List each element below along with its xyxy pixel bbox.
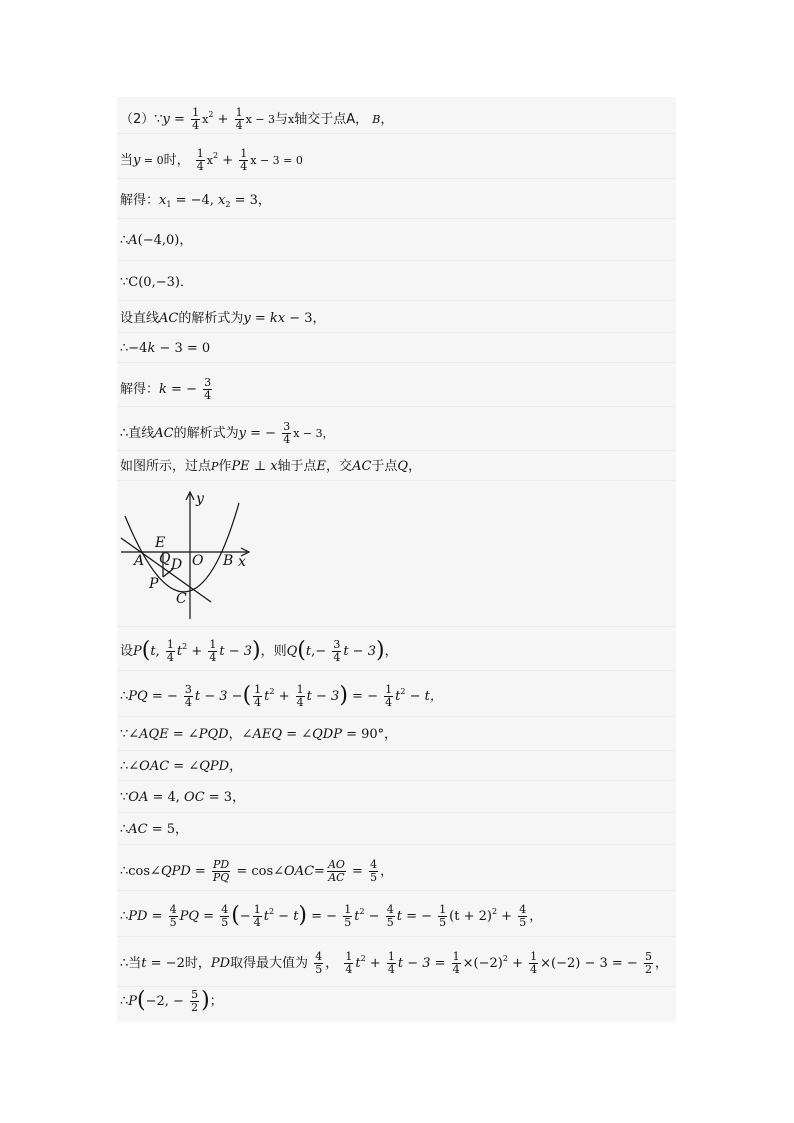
label-x: x (238, 554, 246, 570)
fraction: $\frac{3}{4}$ (283, 420, 291, 446)
solution-line-15: ∵OA = 4, OC = 3， (117, 781, 676, 813)
fraction: $\frac{3}{4}$ (184, 683, 192, 709)
fraction: $\frac{1}{4}$ (196, 147, 204, 173)
solution-line-10: 如图所示，过点P作PE ⊥ x轴于点E，交AC于点Q， (117, 451, 676, 481)
fraction: $\frac{1}{4}$ (209, 638, 217, 664)
line-ac (121, 538, 211, 602)
solution-line-6: 设直线AC的解析式为y = kx − 3， (117, 301, 676, 333)
fraction: $\frac{5}{2}$ (191, 988, 199, 1014)
solution-line-4: ∴A(−4,0)， (117, 219, 676, 261)
label-b: B (223, 553, 234, 569)
solution-line-1: （2）∵y = $\frac{1}{4}$ $x^2$ + $\frac{1}{4}$ x − 3与x轴交于点A， B， (117, 97, 676, 134)
solution-line-9: ∴直线AC的解析式为y = − $\frac{3}{4}$ x − 3， (117, 407, 676, 451)
fraction: $\frac{5}{2}$ (644, 950, 652, 976)
label-y: y (196, 491, 204, 507)
solution-line-14: ∴∠OAC = ∠QPD， (117, 751, 676, 781)
solution-line-8: 解得：k = − $\frac{3}{4}$ (117, 363, 676, 407)
parabola-figure (119, 489, 269, 624)
solution-line-12: ∴PQ = − $\frac{3}{4}$ t − 3 −( $\frac{1}{4}$ $t^2$ + $\frac{1}{4}$ t − 3) = − $\frac{1}{4}$ $t^2 - t$， (117, 671, 676, 717)
solution-line-5: ∵C(0,−3)． (117, 261, 676, 301)
fraction: $\frac{4}{5}$ (221, 903, 229, 929)
label-a: A (134, 553, 145, 569)
fraction: $\frac{3}{4}$ (333, 638, 341, 664)
label-p: P (149, 576, 159, 592)
label-q: Q (159, 551, 171, 567)
solution-line-2: 当y = 0时， $\frac{1}{4}$ $x^2$ + $\frac{1}{4}$ x − 3 = 0 (117, 134, 676, 179)
fraction: $\frac{3}{4}$ (204, 376, 212, 402)
fraction: $\frac{1}{5}$ (439, 903, 447, 929)
fraction: $\frac{AO}{AC}$ (327, 858, 345, 884)
label-d: D (171, 557, 183, 573)
solution-line-16: ∴AC = 5， (117, 813, 676, 845)
parabola-curve (125, 503, 239, 592)
fraction: $\frac{1}{4}$ (254, 683, 262, 709)
fraction: $\frac{PD}{PQ}$ (212, 858, 230, 884)
fraction: $\frac{1}{4}$ (253, 903, 261, 929)
fraction: $\frac{1}{4}$ (387, 950, 395, 976)
fraction: $\frac{4}{5}$ (519, 903, 527, 929)
fraction: $\frac{1}{4}$ (296, 683, 304, 709)
fraction: $\frac{1}{4}$ (452, 950, 460, 976)
fraction: $\frac{4}{5}$ (386, 903, 394, 929)
fraction: $\frac{1}{4}$ (385, 683, 393, 709)
solution-line-7: ∴−4k − 3 = 0 (117, 333, 676, 363)
fraction: $\frac{4}{5}$ (370, 858, 378, 884)
fraction: $\frac{1}{4}$ (345, 950, 353, 976)
label-c: C (176, 591, 187, 607)
fraction: $\frac{4}{5}$ (169, 903, 177, 929)
solution-line-11: 设P(t, $\frac{1}{4}$ $t^2$ + $\frac{1}{4}$ t − 3)，则Q(t,− $\frac{3}{4}$ t − 3)， (117, 627, 676, 671)
fraction: $\frac{4}{5}$ (315, 950, 323, 976)
fraction: $\frac{1}{4}$ (240, 147, 248, 173)
solution-line-20: ∴P(−2, − $\frac{5}{2}$ )； (120, 987, 223, 1014)
solution-line-17: ∴cos∠QPD = $\frac{PD}{PQ}$ = cos∠OAC= $\frac{AO}{AC}$ = $\frac{4}{5}$ ， (117, 845, 676, 891)
fraction: $\frac{1}{4}$ (530, 950, 538, 976)
solution-line-3: 解得：$x_1 = -4$, $x_2 = 3$， (117, 179, 676, 219)
solution-line-18: ∴PD = $\frac{4}{5}$ PQ = $\frac{4}{5}$ (− $\frac{1}{4}$ $t^2 - t$) = − $\frac{1}{5}$ $t^2$ − $\frac{4}{5}$ t = − $\frac{1}{5}$ $(t + 2)^2$ + $\frac{4}{5}$ ， (117, 891, 676, 937)
solution-panel (117, 97, 676, 1022)
solution-line-13: ∵∠AQE = ∠PQD，∠AEQ = ∠QDP = 90°， (117, 717, 676, 751)
label-e: E (155, 535, 166, 551)
parabola-figure-row (117, 481, 676, 627)
fraction: $\frac{1}{5}$ (344, 903, 352, 929)
label-o: O (192, 553, 204, 569)
fraction: $\frac{1}{4}$ (192, 106, 200, 132)
fraction: $\frac{1}{4}$ (166, 638, 174, 664)
fraction: $\frac{1}{4}$ (235, 106, 243, 132)
solution-line-19: ∴当t = −2时，PD取得最大值为 $\frac{4}{5}$ ， $\frac{1}{4}$ $t^2$ + $\frac{1}{4}$ t − 3 = $\frac{1}{4}$ $\times(-2)^2$ + $\frac{1}{4}$ ×(−2) − 3 = − $\frac{5}{2}$ ， (117, 937, 676, 987)
